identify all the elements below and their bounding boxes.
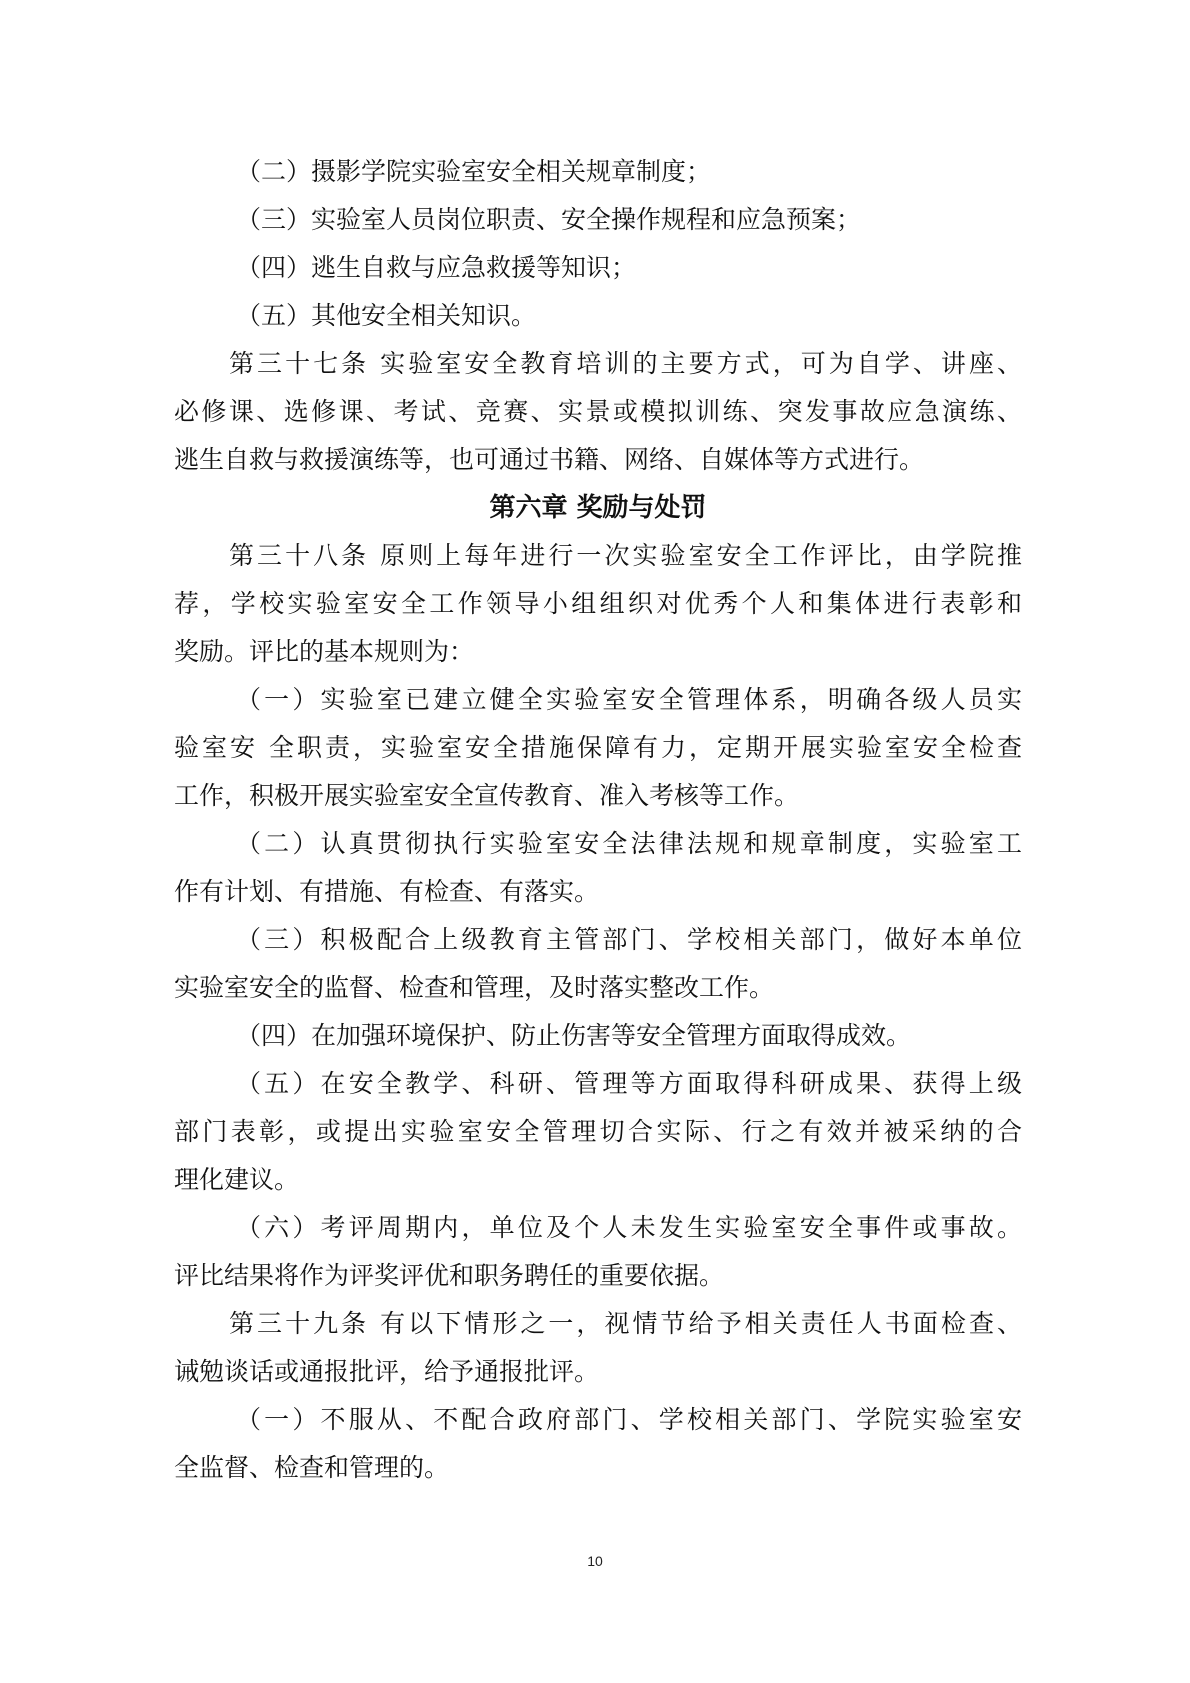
rule-3-line-2: 实验室安全的监督、检查和管理，及时落实整改工作。: [174, 973, 775, 1002]
chapter-heading: 第六章 奖励与处罚: [489, 493, 707, 523]
page-number: 10: [587, 1553, 603, 1569]
rule-1-line-1: （一）实验室已建立健全实验室安全管理体系，明确各级人员实: [236, 685, 1022, 714]
list-item-4: （四）逃生自救与应急救援等知识；: [236, 253, 637, 282]
rule-6-line-1: （六）考评周期内，单位及个人未发生实验室安全事件或事故。: [236, 1213, 1022, 1242]
penalty-1-line-2: 全监督、检查和管理的。: [174, 1453, 450, 1482]
rule-5-line-2: 部门表彰，或提出实验室安全管理切合实际、行之有效并被采纳的合: [174, 1117, 1022, 1146]
article-37-line-1: 第三十七条 实验室安全教育培训的主要方式，可为自学、讲座、: [229, 349, 1022, 378]
list-item-5: （五）其他安全相关知识。: [236, 301, 537, 330]
article-38-line-1: 第三十八条 原则上每年进行一次实验室安全工作评比，由学院推: [229, 541, 1022, 570]
penalty-1-line-1: （一）不服从、不配合政府部门、学校相关部门、学院实验室安: [236, 1405, 1022, 1434]
article-39-line-2: 诫勉谈话或通报批评，给予通报批评。: [174, 1357, 600, 1386]
rule-2-line-2: 作有计划、有措施、有检查、有落实。: [174, 877, 600, 906]
article-37-line-2: 必修课、选修课、考试、竞赛、实景或模拟训练、突发事故应急演练、: [174, 397, 1022, 426]
article-37-line-3: 逃生自救与救援演练等，也可通过书籍、网络、自媒体等方式进行。: [174, 445, 925, 474]
rule-6-line-2: 评比结果将作为评奖评优和职务聘任的重要依据。: [174, 1261, 725, 1290]
rule-1-line-2: 验室安 全职责，实验室安全措施保障有力，定期开展实验室安全检查: [174, 733, 1022, 762]
rule-2-line-1: （二）认真贯彻执行实验室安全法律法规和规章制度，实验室工: [236, 829, 1022, 858]
list-item-3: （三）实验室人员岗位职责、安全操作规程和应急预案；: [236, 205, 862, 234]
article-38-line-2: 荐，学校实验室安全工作领导小组组织对优秀个人和集体进行表彰和: [174, 589, 1022, 618]
rule-5-line-1: （五）在安全教学、科研、管理等方面取得科研成果、获得上级: [236, 1069, 1022, 1098]
article-38-line-3: 奖励。评比的基本规则为：: [174, 637, 475, 666]
rule-4-line-1: （四）在加强环境保护、防止伤害等安全管理方面取得成效。: [236, 1021, 912, 1050]
rule-1-line-3: 工作，积极开展实验室安全宣传教育、准入考核等工作。: [174, 781, 800, 810]
rule-5-line-3: 理化建议。: [174, 1165, 300, 1194]
article-39-line-1: 第三十九条 有以下情形之一，视情节给予相关责任人书面检查、: [229, 1309, 1022, 1338]
list-item-2: （二）摄影学院实验室安全相关规章制度；: [236, 157, 712, 186]
rule-3-line-1: （三）积极配合上级教育主管部门、学校相关部门，做好本单位: [236, 925, 1022, 954]
document-body: [174, 148, 1022, 1492]
